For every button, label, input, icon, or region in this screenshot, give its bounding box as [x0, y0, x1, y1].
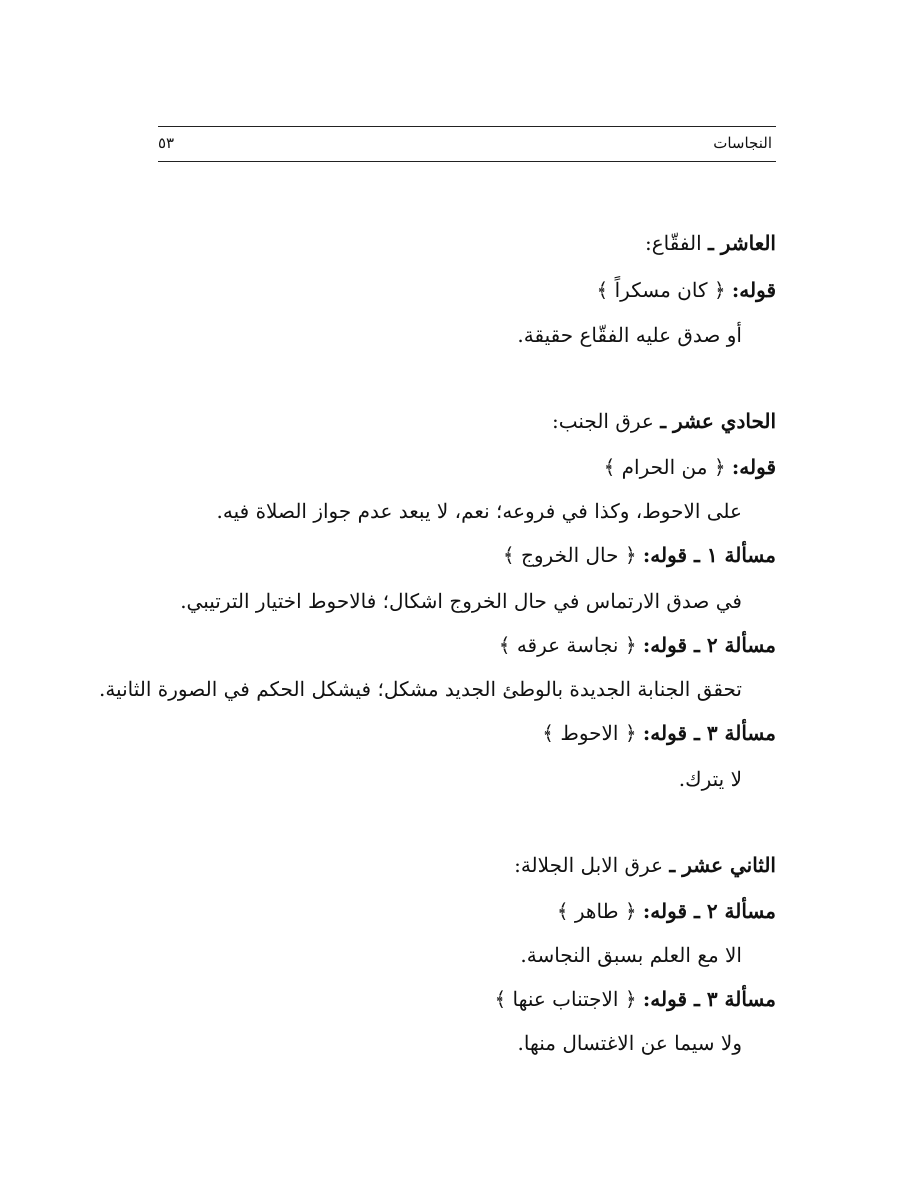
quote-line — [597, 275, 776, 305]
quote-line — [499, 630, 776, 660]
quote-line — [494, 984, 776, 1014]
commentary-paragraph: الا مع العلم بسبق النجاسة. — [520, 943, 742, 967]
commentary-paragraph: أو صدق عليه الفقّاع حقيقة. — [517, 323, 742, 347]
quote-lead: قوله: — [731, 278, 776, 302]
quote-lead: مسألة ٣ ـ قوله: — [642, 987, 776, 1011]
section-heading — [514, 850, 776, 880]
quote-line — [557, 896, 776, 926]
heading-number: الثاني عشر ـ — [669, 853, 776, 877]
quoted-text: ﴿ نجاسة عرقه ﴾ — [498, 633, 637, 657]
section-heading — [645, 228, 776, 258]
quote-line — [542, 718, 776, 748]
quote-lead: مسألة ٢ ـ قوله: — [642, 899, 776, 923]
quote-lead: قوله: — [731, 455, 776, 479]
quote-line — [503, 540, 776, 570]
heading-number: الحادي عشر ـ — [660, 409, 776, 433]
heading-title: عرق الابل الجلالة: — [514, 853, 670, 877]
running-title: النجاسات — [713, 134, 772, 152]
quoted-text: ﴿ الاجتناب عنها ﴾ — [494, 987, 637, 1011]
commentary-paragraph: ولا سيما عن الاغتسال منها. — [517, 1031, 742, 1055]
commentary-paragraph: في صدق الارتماس في حال الخروج اشكال؛ فالاحوط اختيار الترتيبي. — [180, 589, 742, 613]
commentary-paragraph: تحقق الجنابة الجديدة بالوطئ الجديد مشكل؛ فيشكل الحكم في الصورة الثانية. — [98, 677, 742, 701]
quoted-text: ﴿ من الحرام ﴾ — [603, 455, 726, 479]
quote-line — [604, 452, 776, 482]
commentary-paragraph: لا يترك. — [678, 767, 742, 791]
quoted-text: ﴿ الاحوط ﴾ — [542, 721, 637, 745]
section-heading — [552, 406, 776, 436]
quoted-text: ﴿ كان مسكراً ﴾ — [596, 278, 726, 302]
quote-lead: مسألة ٢ ـ قوله: — [642, 633, 776, 657]
quoted-text: ﴿ حال الخروج ﴾ — [502, 543, 637, 567]
page-body — [98, 0, 776, 1200]
quote-lead: مسألة ٣ ـ قوله: — [642, 721, 776, 745]
heading-title: عرق الجنب: — [552, 409, 661, 433]
quote-lead: مسألة ١ ـ قوله: — [642, 543, 776, 567]
heading-number: العاشر ـ — [707, 231, 776, 255]
quoted-text: ﴿ طاهر ﴾ — [556, 899, 637, 923]
heading-title: الفقّاع: — [644, 231, 708, 255]
commentary-paragraph: على الاحوط، وكذا في فروعه؛ نعم، لا يبعد عدم جواز الصلاة فيه. — [216, 499, 742, 523]
page-number: ٥٣ — [158, 134, 175, 152]
